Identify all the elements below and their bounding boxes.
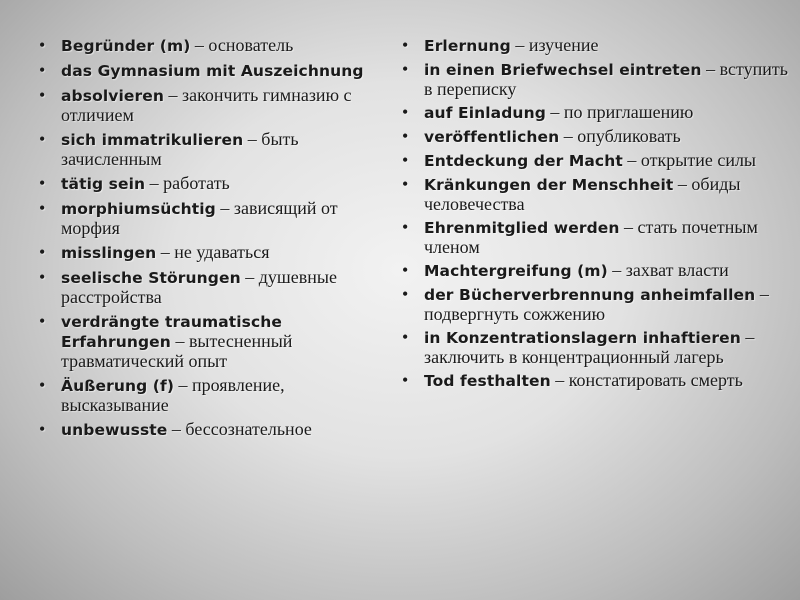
russian-translation: быть зачисленным — [61, 129, 299, 169]
german-term: das Gymnasium mit Auszeichnung — [61, 62, 364, 80]
bullet-icon: • — [39, 129, 46, 149]
vocab-item — [400, 127, 790, 147]
russian-translation: опубликовать — [577, 126, 681, 146]
bullet-icon: • — [402, 126, 409, 146]
bullet-icon: • — [402, 217, 409, 237]
bullet-icon: • — [39, 35, 46, 55]
bullet-icon: • — [402, 284, 409, 304]
german-term: Kränkungen der Menschheit — [424, 176, 674, 194]
vocab-item — [37, 268, 387, 307]
german-term: Begründer (m) — [61, 37, 191, 55]
russian-translation: зависящий от морфия — [61, 198, 338, 238]
russian-translation: душевные расстройства — [61, 267, 337, 307]
russian-translation: проявление, высказывание — [61, 375, 285, 415]
vocab-item — [400, 60, 790, 99]
german-term: Entdeckung der Macht — [424, 152, 623, 170]
russian-translation: открытие силы — [640, 150, 757, 170]
german-term: in Konzentrationslagern inhaftieren — [424, 329, 741, 347]
vocab-list-left — [37, 36, 387, 445]
russian-translation: изучение — [528, 35, 599, 55]
separator-dash: – — [701, 59, 720, 79]
vocab-item — [37, 420, 387, 440]
vocab-item — [400, 36, 790, 56]
vocab-item — [400, 175, 790, 214]
bullet-icon: • — [39, 419, 46, 439]
separator-dash: – — [740, 327, 755, 347]
separator-dash: – — [190, 35, 209, 55]
bullet-icon: • — [402, 59, 409, 79]
bullet-icon: • — [39, 267, 46, 287]
russian-translation: стать почетным членом — [424, 217, 758, 257]
vocab-list-right — [400, 36, 790, 395]
russian-translation: не удаваться — [174, 242, 270, 262]
german-term: tätig sein — [61, 175, 146, 193]
vocab-item — [37, 376, 387, 415]
vocab-item — [37, 130, 387, 169]
german-term: sich immatrikulieren — [61, 131, 244, 149]
vocab-item — [37, 86, 387, 125]
separator-dash: – — [607, 260, 626, 280]
bullet-icon: • — [39, 173, 46, 193]
separator-dash: – — [619, 217, 638, 237]
russian-translation: вступить в переписку — [424, 59, 788, 99]
vocab-item — [400, 151, 790, 171]
russian-translation: констатировать смерть — [568, 370, 743, 390]
separator-dash: – — [215, 198, 234, 218]
russian-translation: по приглашению — [563, 102, 694, 122]
bullet-icon: • — [402, 370, 409, 390]
german-term: auf Einladung — [424, 104, 546, 122]
separator-dash: – — [559, 126, 578, 146]
vocab-item — [400, 218, 790, 257]
vocab-item — [37, 243, 387, 263]
vocab-item — [400, 328, 790, 367]
vocab-item — [37, 199, 387, 238]
german-term: morphiumsüchtig — [61, 200, 216, 218]
vocab-item — [400, 103, 790, 123]
vocab-item — [37, 312, 387, 371]
german-term: seelische Störungen — [61, 269, 241, 287]
russian-translation: вытесненный травматический опыт — [61, 331, 293, 371]
separator-dash: – — [163, 85, 182, 105]
bullet-icon: • — [402, 174, 409, 194]
separator-dash: – — [673, 174, 692, 194]
vocab-item — [400, 261, 790, 281]
vocab-item — [37, 61, 387, 81]
separator-dash: – — [545, 102, 564, 122]
russian-translation: основатель — [208, 35, 294, 55]
separator-dash: – — [240, 267, 259, 287]
bullet-icon: • — [402, 327, 409, 347]
russian-translation: обиды человечества — [424, 174, 741, 214]
bullet-icon: • — [402, 150, 409, 170]
russian-translation: бессознательное — [185, 419, 312, 439]
separator-dash: – — [755, 284, 769, 304]
german-term: absolvieren — [61, 87, 164, 105]
german-term: Ehrenmitglied werden — [424, 219, 620, 237]
german-term: unbewusste — [61, 421, 168, 439]
vocab-item — [37, 36, 387, 56]
russian-translation: захват власти — [625, 260, 729, 280]
bullet-icon: • — [402, 102, 409, 122]
russian-translation: работать — [163, 173, 230, 193]
bullet-icon: • — [39, 60, 46, 80]
separator-dash: – — [243, 129, 262, 149]
separator-dash: – — [550, 370, 569, 390]
bullet-icon: • — [39, 85, 46, 105]
vocab-item — [400, 371, 790, 391]
german-term: der Bücherverbrennung anheimfallen — [424, 286, 756, 304]
bullet-icon: • — [402, 260, 409, 280]
german-term: Erlernung — [424, 37, 511, 55]
german-term: Tod festhalten — [424, 372, 551, 390]
russian-translation: подвергнуть сожжению — [424, 304, 606, 324]
separator-dash: – — [167, 419, 186, 439]
bullet-icon: • — [39, 311, 46, 331]
vocab-item — [37, 174, 387, 194]
separator-dash: – — [156, 242, 175, 262]
separator-dash: – — [510, 35, 529, 55]
bullet-icon: • — [39, 375, 46, 395]
separator-dash: – — [170, 331, 189, 351]
german-term: verdrängte traumatische Erfahrungen — [61, 313, 283, 351]
bullet-icon: • — [402, 35, 409, 55]
separator-dash: – — [145, 173, 164, 193]
separator-dash: – — [174, 375, 193, 395]
separator-dash: – — [622, 150, 641, 170]
german-term: Machtergreifung (m) — [424, 262, 608, 280]
german-term: misslingen — [61, 244, 157, 262]
vocab-item — [400, 285, 790, 324]
bullet-icon: • — [39, 242, 46, 262]
german-term: in einen Briefwechsel eintreten — [424, 61, 702, 79]
bullet-icon: • — [39, 198, 46, 218]
russian-translation: заключить в концентрационный лагерь — [424, 347, 724, 367]
russian-translation: закончить гимназию с отличием — [61, 85, 352, 125]
german-term: Äußerung (f) — [61, 377, 175, 395]
german-term: veröffentlichen — [424, 128, 560, 146]
